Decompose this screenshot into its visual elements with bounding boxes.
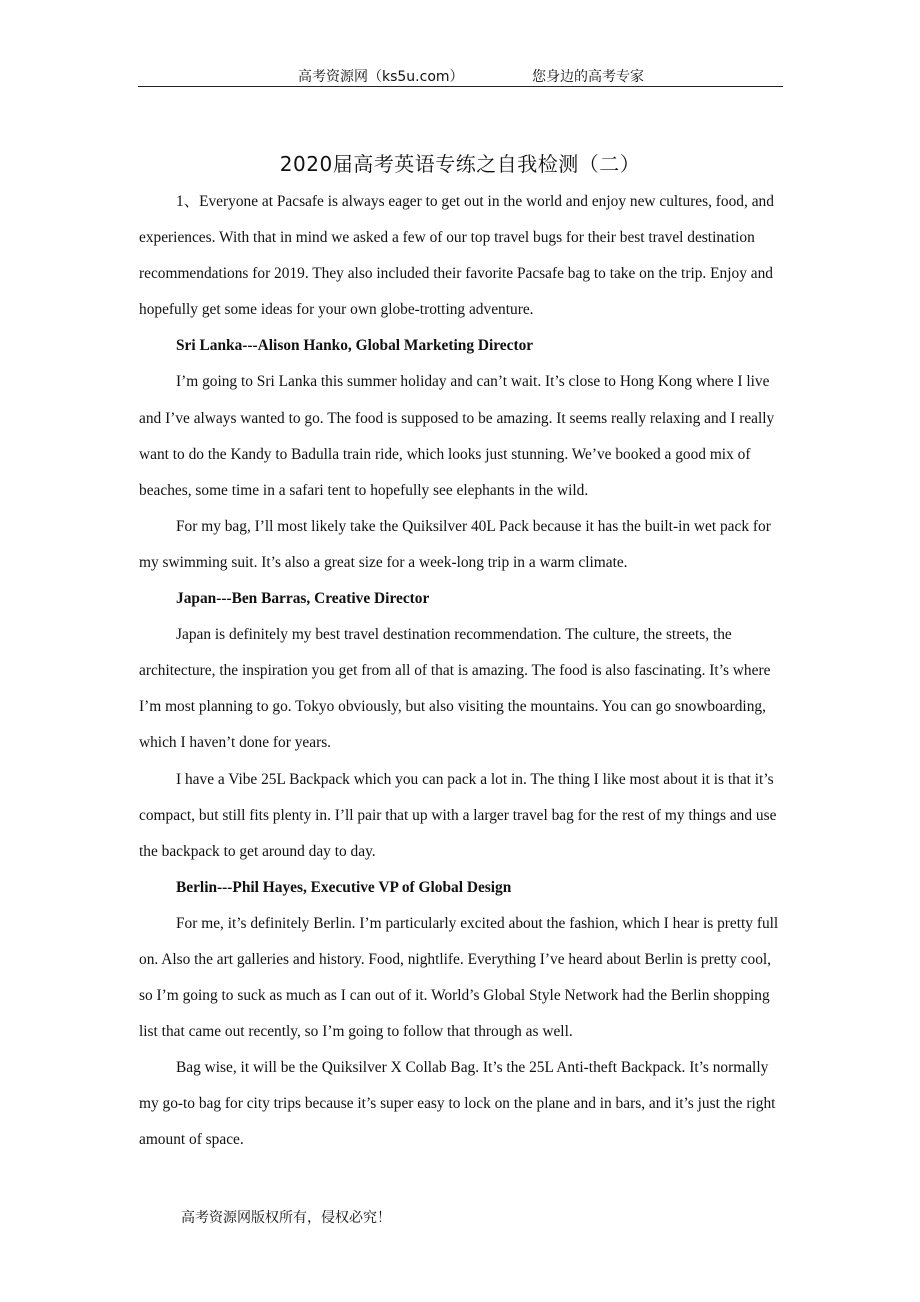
section-heading-berlin: Berlin---Phil Hayes, Executive VP of Global Design bbox=[176, 878, 512, 896]
page-header bbox=[138, 64, 783, 87]
header-site-name: 高考资源网（ks5u.com） bbox=[298, 69, 464, 85]
paragraph-japan-1: Japan is definitely my best travel destination recommendation. The culture, the streets, the architecture, the inspiration you get from all of that is amazing. The food is also fascinating. It’s where I’m most planning to go. Tokyo obviously, but also visiting the mountains. You can go snowboarding, which I haven’t done for years. bbox=[139, 626, 771, 752]
section-heading-sri-lanka: Sri Lanka---Alison Hanko, Global Marketing Director bbox=[176, 337, 534, 355]
document-body bbox=[139, 184, 784, 1159]
document-title: 2020届高考英语专练之自我检测（二） bbox=[279, 152, 641, 176]
paragraph-sri-lanka-1: I’m going to Sri Lanka this summer holiday and can’t wait. It’s close to Hong Kong where I live and I’ve always wanted to go. The food is supposed to be amazing. It seems really relaxing and I really want to do the Kandy to Badulla train ride, which looks just stunning. We’ve booked a good mix of beaches, some time in a safari tent to hopefully see elephants in the wild. bbox=[139, 373, 775, 499]
page-footer-copyright: 高考资源网版权所有，侵权必究！ bbox=[181, 1210, 391, 1226]
section-heading-japan: Japan---Ben Barras, Creative Director bbox=[176, 590, 430, 608]
header-slogan: 您身边的高考专家 bbox=[532, 69, 644, 85]
paragraph-berlin-2: Bag wise, it will be the Quiksilver X Collab Bag. It’s the 25L Anti-theft Backpack. It’s normally my go-to bag for city trips because it’s super easy to lock on the plane and in bars, and it’s just the right amount of space. bbox=[139, 1059, 776, 1149]
paragraph-berlin-1: For me, it’s definitely Berlin. I’m particularly excited about the fashion, which I hear is pretty full on. Also the art galleries and history. Food, nightlife. Everything I’ve heard about Berlin is pretty cool, so I’m going to suck as much as I can out of it. World’s Global Style Network had the Berlin shopping list that came out recently, so I’m going to follow that through as well. bbox=[139, 914, 779, 1041]
intro-paragraph: 1、Everyone at Pacsafe is always eager to get out in the world and enjoy new cultures, food, and experiences. With that in mind we asked a few of our top travel bugs for their best travel destination recommendations for 2019. They also included their favorite Pacsafe bag to take on the trip. Enjoy and hopefully get some ideas for your own globe-trotting adventure. bbox=[139, 193, 774, 319]
paragraph-sri-lanka-2: For my bag, I’ll most likely take the Quiksilver 40L Pack because it has the built-in wet pack for my swimming suit. It’s also a great size for a week-long trip in a warm climate. bbox=[139, 517, 771, 571]
paragraph-japan-2: I have a Vibe 25L Backpack which you can pack a lot in. The thing I like most about it is that it’s compact, but still fits plenty in. I’ll pair that up with a larger travel bag for the rest of my things and use the backpack to get around day to day. bbox=[139, 770, 777, 860]
